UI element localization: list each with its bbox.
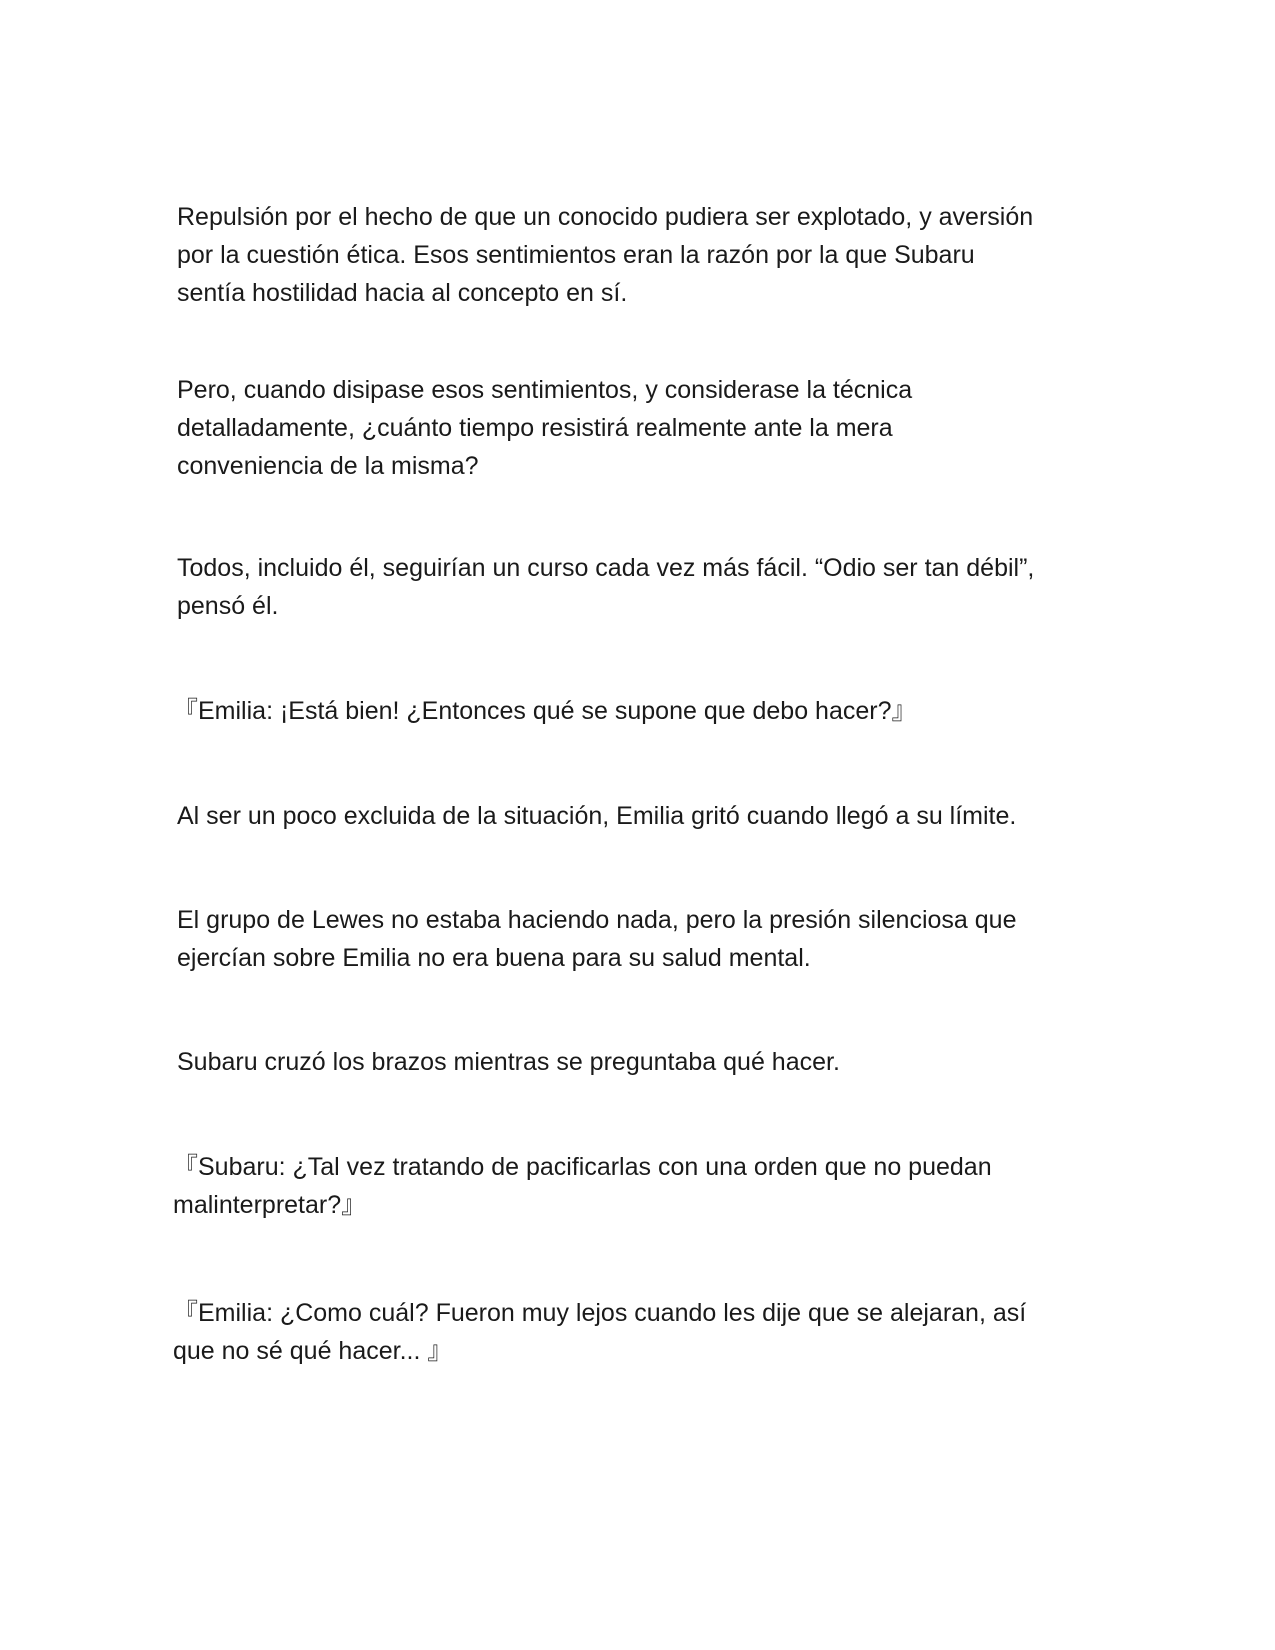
dialogue-emilia-2: 『Emilia: ¿Como cuál? Fueron muy lejos cuando les dije que se alejaran, así que no sé qué hacer... 』 bbox=[173, 1299, 1027, 1365]
paragraph-al-ser: Al ser un poco excluida de la situación, Emilia gritó cuando llegó a su límite. bbox=[177, 802, 1017, 830]
paragraph-todos: Todos, incluido él, seguirían un curso cada vez más fácil. “Odio ser tan débil”, pensó él. bbox=[177, 554, 1035, 620]
dialogue-subaru: 『Subaru: ¿Tal vez tratando de pacificarlas con una orden que no puedan malinterpretar?』 bbox=[173, 1153, 992, 1219]
paragraph-pero: Pero, cuando disipase esos sentimientos, y considerase la técnica detalladamente, ¿cuánto tiempo resistirá realmente ante la mera conveniencia de la misma? bbox=[177, 376, 913, 480]
paragraph-subaru-cruzo: Subaru cruzó los brazos mientras se preguntaba qué hacer. bbox=[177, 1048, 840, 1076]
dialogue-emilia-1: 『Emilia: ¡Está bien! ¿Entonces qué se supone que debo hacer?』 bbox=[173, 697, 917, 725]
paragraph-repulsion: Repulsión por el hecho de que un conocido pudiera ser explotado, y aversión por la cuestión ética. Esos sentimientos eran la razón por la que Subaru sentía hostilidad hacia al concepto en sí. bbox=[177, 203, 1034, 307]
paragraph-grupo-lewes: El grupo de Lewes no estaba haciendo nada, pero la presión silenciosa que ejercían sobre Emilia no era buena para su salud mental. bbox=[177, 906, 1017, 972]
